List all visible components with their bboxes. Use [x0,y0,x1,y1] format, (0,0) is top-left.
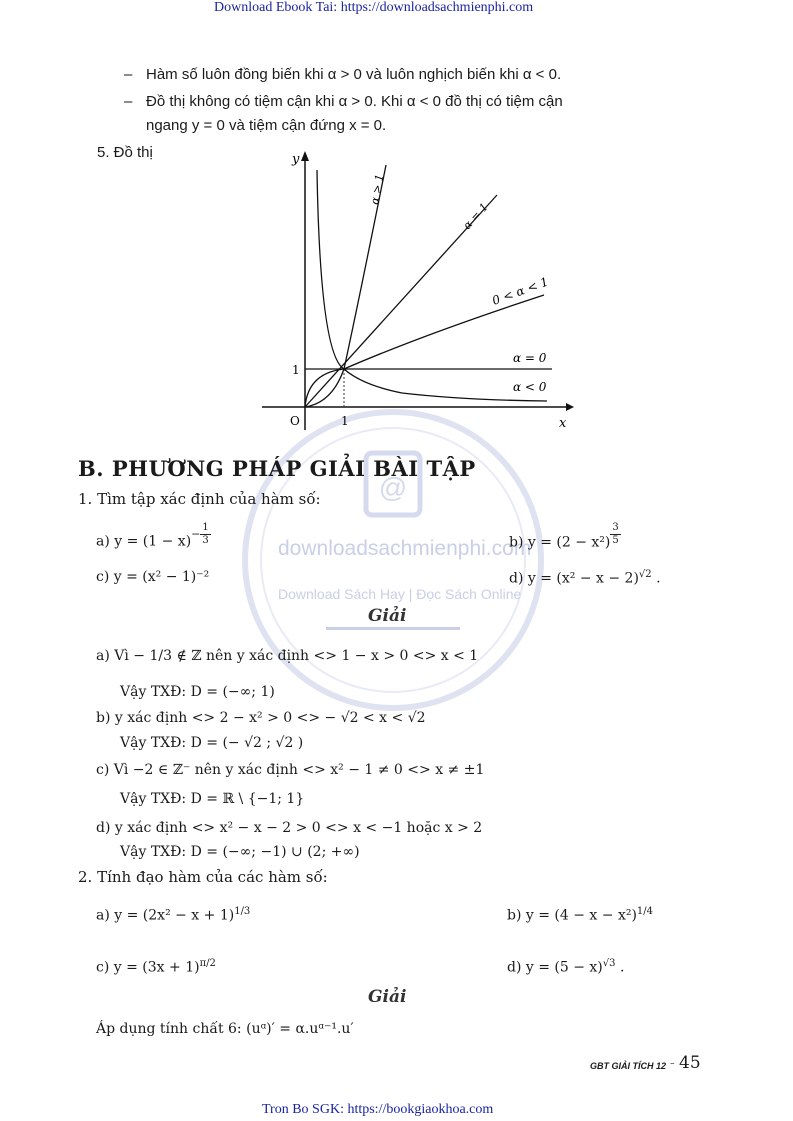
ex1-a-exp-num: 1 [202,522,209,533]
ex2-b-expr: b) y = (4 − x − x²) [507,907,637,924]
graph-one-y: 1 [292,363,300,377]
bullet-dash-icon: – [124,66,133,83]
ex1-d: d) $y = (x^2 - x - 2)^{√2}$ . [509,569,661,587]
label-alpha-eq-1: α = 1 [460,200,491,233]
graph-x-label: x [559,416,567,431]
bullet-dash-icon: – [124,93,133,110]
header-download-link[interactable]: Download Ebook Tai: https://downloadsachmienphi.com [214,0,534,15]
ex1-a-exp-den: 3 [202,535,209,546]
ex1-c: c) y = (x² − 1)⁻² [96,569,210,585]
ex2-c [96,958,216,976]
ex1-sol-a: a) Vì − 1/3 ∉ ℤ nên y xác định <> 1 − x > 0 <> x < 1 [96,648,479,664]
ex1-a: a) y = (1 − x)− $\frac{1}{3}$ [96,522,209,550]
ex2-d: d) $y = (5 - x)^{√3}$ . [507,958,625,976]
ex2-rule: Áp dụng tính chất 6: (uᵅ)′ = α.uᵅ⁻¹.u′ [96,1021,354,1037]
ex1-title: 1. Tìm tập xác định của hàm số: [78,490,321,508]
ex2-title: 2. Tính đạo hàm của các hàm số: [78,868,328,886]
graph-y-label: y [292,152,300,167]
y-axis-arrow-icon [301,151,309,161]
ex2-b-exp: 1/4 [636,906,654,917]
label-alpha-between: 0 < α < 1 [490,274,551,308]
ex2-a [96,906,250,924]
footer-sgk-link[interactable]: Tron Bo SGK: https://bookgiaokhoa.com [262,1102,494,1117]
ex2-c-exp: π/2 [199,958,216,969]
ex1-giai: Giải [368,606,407,626]
ex1-b-exp-den: 5 [612,535,619,546]
ex2-a-expr: a) y = (2x² − x + 1) [96,907,235,924]
ex2-giai: Giải [368,987,407,1007]
ex1-b-exp-num: 3 [612,522,619,533]
page-footer-label: GBT GIẢI TÍCH 12 [590,1061,667,1071]
bullet-1: Hàm số luôn đồng biến khi α > 0 và luôn nghịch biến khi α < 0. [146,66,562,83]
ex1-sol-d: d) y xác định <> x² − x − 2 > 0 <> x < −1 hoặc x > 2 [96,820,483,836]
graph-origin-label: O [290,414,300,428]
section5-title: 5. Đồ thị [97,144,153,161]
label-alpha-gt-1: α > 1 [368,173,387,206]
section-b-title: B. PHƯƠNG PHÁP GIẢI BÀI TẬP [78,456,476,481]
watermark-site: downloadsachmienphi.com [278,537,532,560]
ex2-d-exp: √3 [602,958,616,969]
curve-alpha-between [305,295,544,407]
ex1-sol-a-txd: Vậy TXĐ: D = (−∞; 1) [120,684,275,700]
bullet-2: Đồ thị không có tiệm cận khi α > 0. Khi α < 0 đồ thị có tiệm cận [146,93,563,110]
page-footer-dash-icon: – [670,1059,675,1069]
page-number: 45 [679,1053,701,1073]
watermark-tagline: Download Sách Hay | Đọc Sách Online [278,586,522,602]
ex1-d-expr: d) y = (x² − x − 2) [509,570,639,587]
x-axis-arrow-icon [566,403,574,411]
label-alpha-eq-0: α = 0 [513,351,547,365]
graph-one-x: 1 [341,414,349,428]
ex1-a-expr: a) y = (1 − x) [96,533,192,550]
ex1-b [509,522,621,555]
ex1-b-expr: b) y = (2 − x²) [509,534,611,551]
ex1-d-exp: √2 [638,569,652,580]
svg-text:@: @ [378,472,408,503]
ex1-sol-b-txd: Vậy TXĐ: D = (− √2 ; √2 ) [120,735,304,751]
ex2-b [507,906,653,924]
ex2-a-exp: 1/3 [234,906,251,917]
ex1-sol-c: c) Vì −2 ∈ ℤ⁻ nên y xác định <> x² − 1 ≠ 0 <> x ≠ ±1 [96,762,485,778]
ex2-d-expr: d) y = (5 − x) [507,959,603,976]
ex2-c-expr: c) y = (3x + 1) [96,959,200,976]
ex1-sol-b: b) y xác định <> 2 − x² > 0 <> − √2 < x < √2 [96,710,426,726]
ex1-sol-c-txd: Vậy TXĐ: D = ℝ \ {−1; 1} [120,791,305,807]
power-function-graph [262,145,582,435]
ex1-sol-d-txd: Vậy TXĐ: D = (−∞; −1) ∪ (2; +∞) [120,844,360,860]
bullet-2-cont: ngang y = 0 và tiệm cận đứng x = 0. [146,117,387,134]
label-alpha-lt-0: α < 0 [513,380,547,394]
